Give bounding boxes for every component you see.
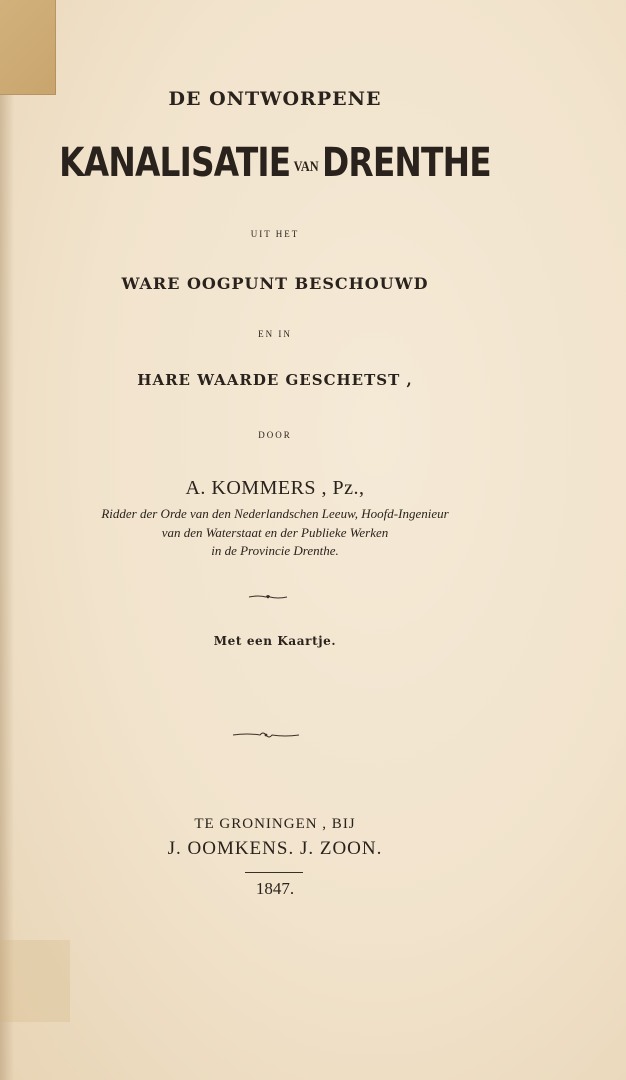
- imprint-place: TE GRONINGEN , BIJ: [194, 816, 356, 832]
- subtitle-ware-oogpunt: WARE OOGPUNT BESCHOUWD: [121, 274, 429, 293]
- ornament-divider-2: [232, 731, 300, 739]
- author-name: A. KOMMERS , Pz.,: [185, 477, 365, 499]
- main-title-kanalisatie: KANALISATIE: [59, 140, 291, 186]
- byline-door: DOOR: [258, 430, 292, 440]
- subtitle-en-in: EN IN: [258, 329, 292, 339]
- title-line-1: DE ONTWORPENE: [168, 88, 382, 110]
- imprint-year: 1847.: [255, 879, 295, 898]
- author-affiliation-2: van den Waterstaat en der Publieke Werken: [161, 525, 389, 540]
- subtitle-uit-het: UIT HET: [250, 229, 300, 239]
- note-kaartje: Met een Kaartje.: [213, 634, 337, 648]
- main-title: [50, 140, 501, 186]
- main-title-van: VAN: [293, 159, 319, 175]
- subtitle-hare-waarde: HARE WAARDE GESCHETST ,: [137, 371, 413, 389]
- author-affiliation-3: in de Provincie Drenthe.: [211, 543, 339, 558]
- imprint-rule: [245, 872, 303, 873]
- ornament-divider-1: [248, 593, 288, 601]
- main-title-drenthe: DRENTHE: [321, 140, 491, 186]
- tape-patch: [0, 0, 56, 95]
- author-affiliation-1: Ridder der Orde van den Nederlandschen Leeuw, Hoofd-Ingenieur: [101, 506, 449, 521]
- paper-stain: [0, 940, 70, 1022]
- imprint-publisher: J. OOMKENS. J. ZOON.: [167, 838, 383, 859]
